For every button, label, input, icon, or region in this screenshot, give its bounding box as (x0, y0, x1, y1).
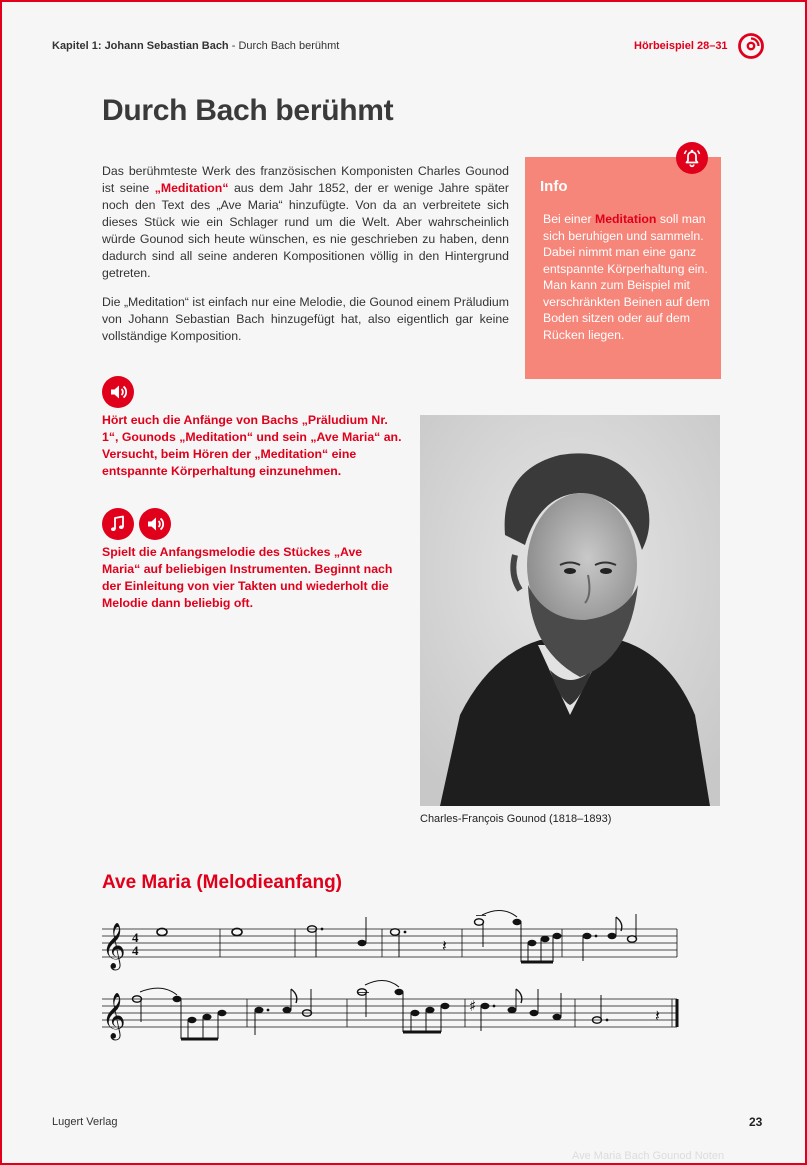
audio-reference: Hörbeispiel 28–31 (634, 40, 728, 52)
portrait-caption: Charles-François Gounod (1818–1893) (420, 813, 612, 825)
info-title: Info (540, 178, 568, 195)
svg-text:4: 4 (132, 930, 139, 945)
bell-icon (676, 142, 708, 174)
gounod-portrait (420, 415, 720, 806)
breadcrumb-chapter: Kapitel 1: Johann Sebastian Bach (52, 40, 229, 52)
info-highlight: Meditation (594, 212, 657, 226)
info-text-start: Bei einer (543, 212, 595, 226)
watermark: Ave Maria Bach Gounod Noten (572, 1150, 725, 1162)
page-number: 23 (749, 1115, 763, 1129)
info-box (525, 157, 721, 379)
intro-text-start: Das berühmteste Werk des französischen Komponisten Charles Gounod ist seine (102, 164, 509, 195)
page-title: Durch Bach berühmt (102, 94, 394, 127)
info-text (543, 211, 713, 343)
meditation-highlight: „Meditation“ (154, 181, 229, 195)
intro-text-end: aus dem Jahr 1852, der er wenige Jahre später noch den Text des „Ave Maria“ hinzufügte. Von da an verbreitete sich dieses Stück wie ein Schlager rund um die Welt. Aber wahrscheinlich würde Gounod sich heute wünschen, es nie geschrieben zu haben, denn dadurch sind all seine anderen Kompositionen völlig in den Hintergrund getreten. (102, 181, 509, 280)
playing-task: Spielt die Anfangsmelodie des Stückes „Ave Maria“ auf beliebigen Instrumenten. Beginnt nach der Einleitung von vier Takten und wiederholt die Melodie dann beliebig oft. (102, 545, 393, 610)
svg-text:𝄽: 𝄽 (442, 936, 447, 955)
svg-text:𝄽: 𝄽 (655, 1006, 660, 1025)
publisher: Lugert Verlag (52, 1116, 118, 1128)
music-note-icon (102, 508, 134, 540)
speaker-icon (139, 508, 171, 540)
score-title: Ave Maria (Melodieanfang) (102, 872, 343, 893)
svg-text:♯: ♯ (469, 997, 477, 1015)
svg-text:𝄞: 𝄞 (102, 993, 126, 1039)
second-paragraph: Die „Meditation“ ist einfach nur eine Melodie, die Gounod einem Präludium von Johann Sebastian Bach hinzugefügt hat, also eigentlich gar keine vollständige Komposition. (102, 295, 509, 343)
listening-task: Hört euch die Anfänge von Bachs „Präludium Nr. 1“, Gounods „Meditation“ und sein „Ave Maria“ an. Versucht, beim Hören der „Meditation“ eine entspannte Körperhaltung einzunehmen. (102, 413, 402, 478)
breadcrumb-separator: - (228, 40, 239, 52)
speaker-icon (102, 376, 134, 408)
staff-line-1 (102, 929, 677, 957)
cd-icon (737, 32, 765, 60)
breadcrumb-section: Durch Bach berühmt (238, 40, 340, 52)
sheet-music (97, 907, 787, 1057)
intro-paragraph (102, 163, 509, 282)
svg-text:𝄞: 𝄞 (102, 923, 126, 969)
breadcrumb (52, 40, 339, 52)
info-text-end: soll man sich beruhigen und sammeln. Dabei nimmt man eine ganz entspannte Körperhaltung ein. Man kann zum Beispiel mit verschränkten Beinen auf dem Boden sitzen oder auf dem Rücken liegen. (543, 212, 710, 342)
svg-text:4: 4 (132, 943, 139, 958)
